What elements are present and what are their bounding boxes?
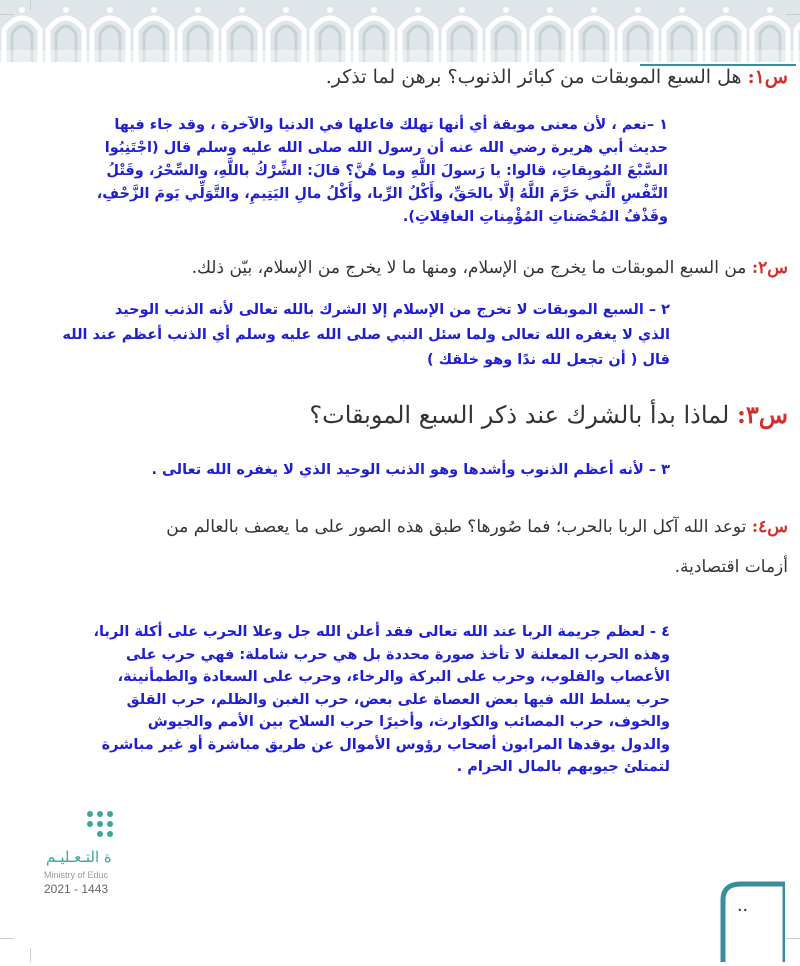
- logo-year-text: 2021 - 1443: [44, 882, 109, 896]
- answer-1-line: ١ –نعم ، لأن معنى موبقة أي أنها تهلك فاعلها في الدنيا والآخرة ، وقد جاء فيها: [114, 117, 668, 133]
- question-2-number: س٢:: [751, 258, 788, 278]
- question-1-text: هل السبع الموبقات من كبائر الذنوب؟ برهن لما تذكر.: [325, 66, 742, 88]
- question-3-number: س٣:: [736, 400, 788, 429]
- ministry-logo: [42, 808, 132, 898]
- question-2-text: من السبع الموبقات ما يخرج من الإسلام، ومنها ما لا يخرج من الإسلام، بيّن ذلك.: [191, 258, 747, 278]
- logo-english-text: Ministry of Educ: [44, 870, 109, 880]
- page-number: ..: [737, 894, 749, 916]
- answer-1-line: حديث أبي هريرة رضي الله عنه أن رسول الله صلى الله عليه وسلم قال (اجْتَنِبُوا: [104, 140, 668, 156]
- answer-1-line: وقَذْفُ المُحْصَناتِ المُؤْمِناتِ الغافِلاتِ).: [402, 209, 668, 225]
- question-3-text: لماذا بدأ بالشرك عند ذكر السبع الموبقات؟: [309, 401, 730, 429]
- logo-arabic-text: ة التـعـليـم: [46, 848, 112, 866]
- question-1-number: س١:: [747, 66, 788, 88]
- question-1: [326, 66, 788, 88]
- answer-1: [97, 114, 668, 229]
- crop-mark: [786, 14, 800, 15]
- answer-4-line: الأعصاب والقلوب، وحرب على البركة والرخاء، وحرب على السعادة والطمأنينة،: [117, 669, 670, 685]
- question-3: [309, 400, 788, 429]
- answer-1-line: النَّفْسِ الَّتي حَرَّمَ اللَّهُ إلَّا بالحَقِّ، وأَكْلُ الرِّبا، وأَكْلُ مالِ اليَتِيمِ، والتَّوَلِّي يَومَ الزَّحْفِ،: [96, 186, 668, 202]
- answer-2-line: الذي لا يغفره الله تعالى ولما سئل النبي صلى الله عليه وسلم أي الذنب أعظم عند الله: [62, 327, 670, 343]
- answer-4-line: وهذه الحرب المعلنة لا تأخذ صورة محددة بل هي حرب شاملة: فهي حرب على: [126, 646, 670, 663]
- crop-mark: [786, 938, 800, 939]
- answer-3-line: ٣ – لأنه أعظم الذنوب وأشدها وهو الذنب الوحيد الذي لا يغفره الله تعالى .: [151, 462, 670, 478]
- answer-2-line: قال ( أن تجعل لله ندًا وهو خلقك ): [427, 352, 670, 368]
- answer-4-line: والدول يوقدها المرابون أصحاب رؤوس الأموال عن طريق مباشرة أو غير مباشرة: [101, 736, 670, 753]
- question-4: [166, 507, 788, 587]
- answer-4-line: لتمتلئ جيوبهم بالمال الحرام .: [456, 759, 670, 775]
- question-4-number: س٤:: [751, 517, 788, 537]
- answer-3: [151, 458, 670, 483]
- question-4-text-line1: توعد الله آكل الربا بالحرب؛ فما صُورها؟ طبق هذه الصور على ما يعصف بالعالم من: [166, 517, 747, 537]
- answer-4: [93, 621, 670, 779]
- crop-mark: [30, 948, 31, 962]
- answer-1-line: السَّبْعَ المُوبِقاتِ، قالوا: يا رَسولَ اللَّهِ وما هُنَّ؟ قالَ: الشِّرْكُ باللَّهِ، والسِّحْرُ، وقَتْلُ: [106, 163, 668, 179]
- answer-4-line: والخوف، حرب المصائب والكوارث، وأخيرًا حرب السلاح بين الأمم والجيوش: [147, 714, 670, 730]
- page-number-tab: [715, 880, 785, 962]
- crop-mark: [0, 14, 14, 15]
- crop-mark: [0, 938, 14, 939]
- question-4-text-line2: أزمات اقتصادية.: [674, 557, 788, 577]
- answer-4-line: ٤ - لعظم جريمة الربا عند الله تعالى فقد أعلن الله جل وعلا الحرب على أكلة الربا،: [93, 624, 670, 640]
- ministry-dots-icon: [84, 808, 124, 844]
- question-2: [192, 258, 788, 278]
- answer-4-line: حرب يسلط الله فيها بعض العصاة على بعض، حرب الغبن والظلم، حرب القلق: [126, 691, 670, 708]
- header-pattern-banner: [0, 0, 800, 62]
- crop-mark: [30, 0, 31, 10]
- answer-2: [62, 298, 670, 373]
- answer-2-line: ٢ – السبع الموبقات لا تخرج من الإسلام إلا الشرك بالله تعالى لأنه الذنب الوحيد: [114, 302, 670, 318]
